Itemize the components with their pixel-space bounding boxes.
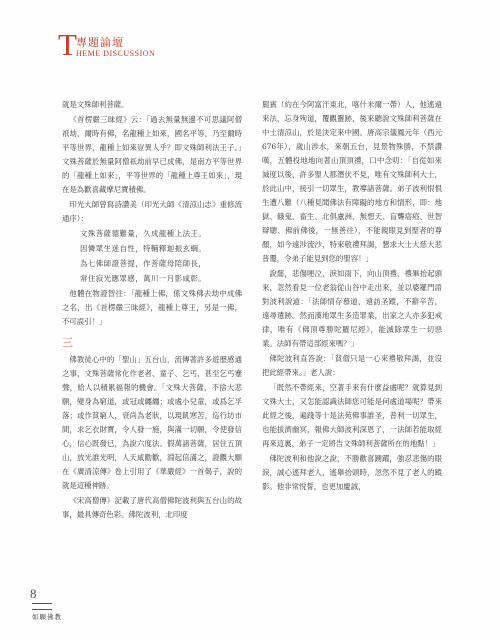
magazine-logo bbox=[32, 603, 92, 621]
paragraph: 佛陀波利和他說之說，不勝歡喜踴躍，強忍悲傷的眼淚，誠心遙拜老人，遙舉抬頭時，忽然不見了老人的蹤影。他非常悅誓，也更加慶誠， bbox=[262, 454, 442, 491]
right-column bbox=[262, 98, 442, 583]
page-number: 8 bbox=[30, 586, 37, 601]
ornament-icon bbox=[32, 603, 52, 610]
left-column bbox=[62, 98, 242, 583]
section-number: 三 bbox=[62, 337, 73, 349]
logo-text: 如願佛教 bbox=[32, 613, 62, 621]
section-header bbox=[58, 27, 258, 65]
paragraph: 印光大師曾寫詩讚美（印光大師《清涼山志》重修流通序）： bbox=[62, 200, 242, 223]
header-title-zh: 專題論壇 bbox=[76, 36, 124, 49]
paragraph: 《首楞嚴三昧經》云：「過去無量無邊不可思議阿僧祇劫，爾時有佛，名龍種上如來，國名平等，乃至爾時平等世界，龍種上如來豈異人乎？即文殊師利法王子。」文殊菩薩於無量阿僧祇劫前早已成佛，是南方平等世界的「龍種上如來」，平等世界的「龍種上尊王如來」，現在是為歡喜藏摩尼寶積佛。 bbox=[62, 115, 242, 194]
verse-line: 文殊菩薩德難量，久成龍種上法王。 bbox=[80, 229, 207, 238]
header-title-en: HEME DISCUSSION bbox=[76, 49, 156, 58]
paragraph: 罽賓（約在今阿富汗東北，喀什米爾一帶）人，他遙遠來法，忘身殉道，覆觀靈跡，後來聽說文殊師利菩薩在中土清涼山，於是決定來中國。唐高宗儀鳳元年（西元676年），歲山涉水，來朝五台，見景物殊勝，不禁讚嘆，五體投地地向著山頂頂禮，口中念叨：「自從如來滅度以後，許多聖人都潛伏不見，唯有文殊師利大士，於此山中，接引一切眾生，教導諸菩薩。弟子波利恨恨生遭八難（八種見聞佛法有障礙的地方和情形，即：地獄、餓鬼、畜生、北俱盧洲、無想天、盲聾瘖瘂、世智辯聰、佛前佛後，一無善往），不能親眼見到聖者的尊顏，如今遠涉流沙，特來敬禮拜謁，懇求大士大慈大悲普覆，令弟子能見到您的聖容！」 bbox=[262, 100, 442, 263]
paragraph: 《宋高僧傳》記載了唐代高僧佛陀波利與五台山的故事，最具傳奇色彩。佛陀波利，北印度 bbox=[62, 496, 242, 519]
verse-line: 因憐眾生迷自性，特輔釋迦振玄綱。 bbox=[80, 244, 207, 253]
header-initial-letter: T bbox=[58, 27, 77, 62]
paragraph: 他體在物證智往：「龍種上佛，係文殊佛去劫中成佛之名，出《首楞嚴三昧經》，龍種上尊王，另是一佛，不可誤引！」 bbox=[62, 289, 242, 326]
verse-line: 常住寂光應眾感，萬川一月影咸彰。 bbox=[80, 274, 207, 283]
paragraph: 佛教徒心中的「聖山」五台山，流傳著許多遊歷感通之事，文殊菩薩常化作老者、童子、乞丐，甚至乞丐蹇聲，給人以積累福報的機會。「文殊大菩薩，不捨大悲願，變身為窮道，或冠或纏纏；或處小兒童，或爲乞孚落；或作貧窮人，衰尚為老狀，以現飢寒苦，巡行坊市間，求乞衣財寶，令人發一施，與滿一切願，令使發信心，信心既發已，為說六度法。假萬諸菩薩，居住五頂山，放光誰光明，人天咸勸歡，淵起倍滿之，證觀大願在《廣清涼傳》卷上引用了《華嚴經》一首偈子，說的就是這種神跡。 bbox=[62, 355, 242, 490]
paragraph: 說罷，悲傷哽泣，淚如雨下，向山頂禮，禮畢抬起頭來，忽然看見一位老翁從山谷中走出來，並以婆羅門語對波利說道：「法師情存慕道，遠訪圣蹤，不辭辛苦，遠尋遺跡。然而漢地眾生多造罪業，出家之人亦多犯戒律，唯有《佛頂尊勝陀羅尼經》，能滅除眾生一切惡業。法師有帶這部經來嗎？」 bbox=[262, 269, 442, 348]
paragraph: 佛陀波利直答說：「貧僧只是一心來禮敬拜謁，並沒把此經帶來。」老人說： bbox=[262, 354, 442, 377]
paragraph: 就是文殊師利菩薩。 bbox=[62, 100, 129, 109]
paragraph: 「既然不帶經來，空著手來有什麼益處呢？就算見到文殊大士，又怎能認識法師您可能是何處道場呢？帶來此經之後，遍踐等十是法苑佛事誰圣，普利一切眾生，也能拔濟幽冥，報佛大師波利深恩了，一法師若能取經再來這裏，弟子一定將告文殊師利菩薩所在的地點！」 bbox=[262, 383, 442, 448]
verse-line: 為七佛師證菩提，作菩薩母陪師長， bbox=[80, 259, 207, 268]
